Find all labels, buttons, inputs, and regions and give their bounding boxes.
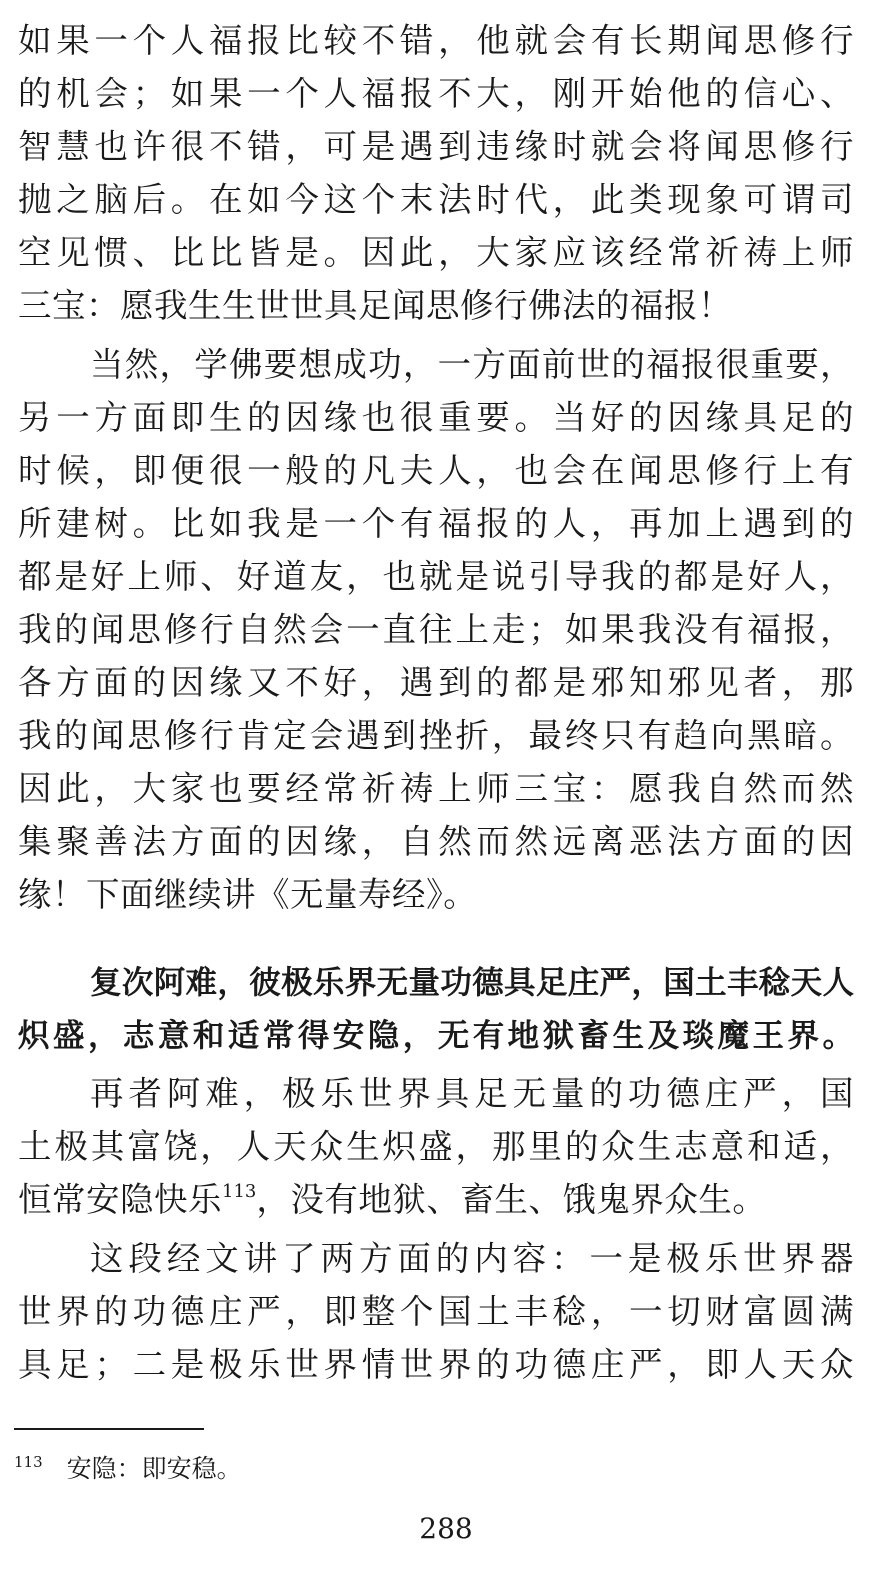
paragraph-explanation (18, 1232, 854, 1391)
text-line: 我的闻思修行肯定会遇到挫折，最终只有趋向黑暗。 (18, 716, 854, 755)
text-line: 具足；二是极乐世界情世界的功德庄严，即人天众 (18, 1345, 854, 1384)
footnote-reference[interactable]: 113 (222, 1181, 257, 1202)
text-line: 如果一个人福报比较不错，他就会有长期闻思修行 (18, 21, 854, 60)
text-line: 我的闻思修行自然会一直往上走；如果我没有福报， (18, 610, 854, 649)
text-line: 三宝：愿我生生世世具足闻思修行佛法的福报！ (18, 286, 732, 325)
paragraph-translation (18, 1067, 854, 1226)
text-line: 因此，大家也要经常祈祷上师三宝：愿我自然而然 (18, 769, 854, 808)
text-line: 空见惯、比比皆是。因此，大家应该经常祈祷上师 (18, 233, 854, 272)
footnote-divider (14, 1428, 204, 1430)
sutra-line: 复次阿难，彼极乐界无量功德具足庄严，国土丰稔天人 (90, 965, 854, 1001)
text-line: 这段经文讲了两方面的内容：一是极乐世界器 (90, 1239, 854, 1278)
text-line: 世界的功德庄严，即整个国土丰稔，一切财富圆满 (18, 1292, 854, 1331)
text-line: 都是好上师、好道友，也就是说引导我的都是好人， (18, 557, 854, 596)
text-line: 所建树。比如我是一个有福报的人，再加上遇到的 (18, 504, 854, 543)
footnote (14, 1444, 242, 1487)
text-line: 抛之脑后。在如今这个末法时代，此类现象可谓司 (18, 180, 854, 219)
footnote-text: 安隐：即安稳。 (66, 1454, 242, 1483)
text-line: 当然，学佛要想成功，一方面前世的福报很重要， (90, 345, 854, 384)
page-body (18, 14, 854, 1391)
page-number: 288 (419, 1512, 473, 1545)
text-line: 再者阿难，极乐世界具足无量的功德庄严，国 (90, 1074, 854, 1113)
sutra-line: 炽盛，志意和适常得安隐，无有地狱畜生及琰魔王界。 (18, 1018, 854, 1054)
text-segment: ，没有地狱、畜生、饿鬼界众生。 (256, 1180, 767, 1219)
paragraph-conditions (18, 338, 854, 921)
sutra-quote (18, 957, 854, 1063)
text-segment: 恒常安隐快乐 (18, 1180, 222, 1219)
text-line: 缘！下面继续讲《无量寿经》。 (18, 875, 478, 914)
text-line: 智慧也许很不错，可是遇到违缘时就会将闻思修行 (18, 127, 854, 166)
text-line: 各方面的因缘又不好，遇到的都是邪知邪见者，那 (18, 663, 854, 702)
text-line: 土极其富饶，人天众生炽盛，那里的众生志意和适， (18, 1127, 854, 1166)
text-line: 集聚善法方面的因缘，自然而然远离恶法方面的因 (18, 822, 854, 861)
text-line: 的机会；如果一个人福报不大，刚开始他的信心、 (18, 74, 854, 113)
text-line: 时候，即便很一般的凡夫人，也会在闻思修行上有 (18, 451, 854, 490)
footnote-number: 113 (14, 1453, 43, 1471)
text-line (18, 1173, 854, 1226)
text-line: 另一方面即生的因缘也很重要。当好的因缘具足的 (18, 398, 854, 437)
paragraph-merit (18, 14, 854, 332)
